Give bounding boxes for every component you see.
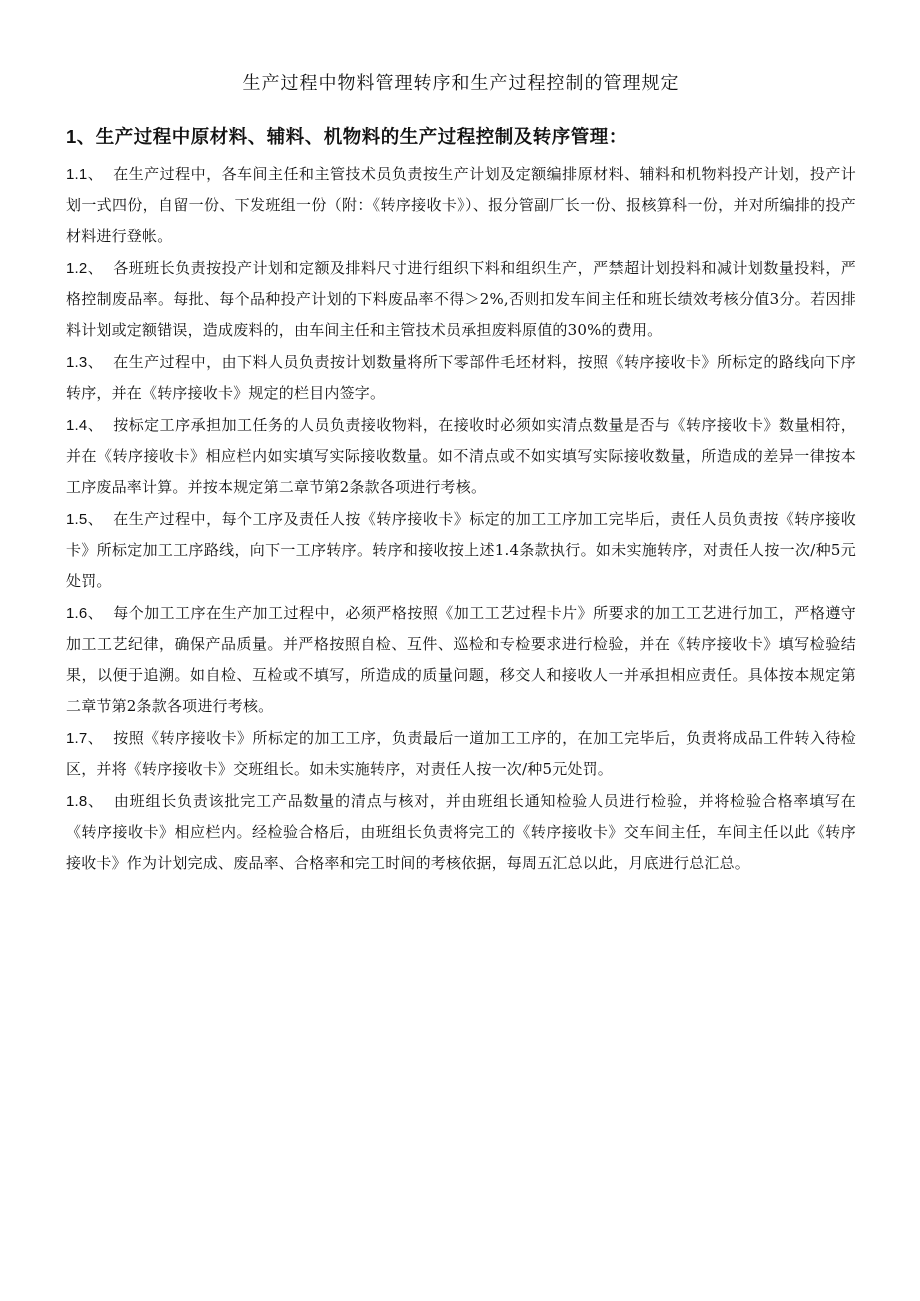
clause-1-4 xyxy=(66,410,856,503)
clause-text: 由班组长负责该批完工产品数量的清点与核对，并由班组长通知检验人员进行检验，并将检验合格率填写在《转序接收卡》相应栏内。经检验合格后，由班组长负责将完工的《转序接收卡》交车间主任，车间主任以此《转序接收卡》作为计划完成、废品率、合格率和完工时间的考核依据，每周五汇总以此，月底进行总汇总。 xyxy=(66,792,856,872)
clause-number: 1.7、 xyxy=(66,730,104,747)
clause-number: 1.3、 xyxy=(66,354,104,371)
clause-number: 1.1、 xyxy=(66,166,104,183)
clause-text: 每个加工工序在生产加工过程中，必须严格按照《加工工艺过程卡片》所要求的加工工艺进行加工，严格遵守加工工艺纪律，确保产品质量。并严格按照自检、互件、巡检和专检要求进行检验，并在《转序接收卡》填写检验结果，以便于追溯。如自检、互检或不填写，所造成的质量问题，移交人和接收人一并承担相应责任。具体按本规定第二章节第2条款各项进行考核。 xyxy=(66,604,856,715)
section-number: 1、 xyxy=(66,126,96,147)
clause-1-5 xyxy=(66,504,856,597)
clause-text: 按照《转序接收卡》所标定的加工工序，负责最后一道加工工序的，在加工完毕后，负责将成品工件转入待检区，并将《转序接收卡》交班组长。如未实施转序，对责任人按一次/种5元处罚。 xyxy=(66,729,856,778)
clause-text: 在生产过程中，由下料人员负责按计划数量将所下零部件毛坯材料，按照《转序接收卡》所标定的路线向下序转序，并在《转序接收卡》规定的栏目内签字。 xyxy=(66,353,856,402)
clause-1-6 xyxy=(66,598,856,722)
clause-text: 在生产过程中，各车间主任和主管技术员负责按生产计划及定额编排原材料、辅料和机物料投产计划，投产计划一式四份，自留一份、下发班组一份（附：《转序接收卡》）、报分管副厂长一份、报核算科一份，并对所编排的投产材料进行登帐。 xyxy=(66,165,856,245)
section-heading-text: 生产过程中原材料、辅料、机物料的生产过程控制及转序管理： xyxy=(95,127,628,148)
clause-text: 按标定工序承担加工任务的人员负责接收物料，在接收时必须如实清点数量是否与《转序接收卡》数量相符，并在《转序接收卡》相应栏内如实填写实际接收数量。如不清点或不如实填写实际接收数量，所造成的差异一律按本工序废品率计算。并按本规定第二章节第2条款各项进行考核。 xyxy=(66,416,856,496)
clause-1-3 xyxy=(66,347,856,409)
document-title: 生产过程中物料管理转序和生产过程控制的管理规定 xyxy=(242,73,680,94)
clause-number: 1.2、 xyxy=(66,260,104,277)
clause-1-1 xyxy=(66,159,856,252)
clause-text: 在生产过程中，每个工序及责任人按《转序接收卡》标定的加工工序加工完毕后，责任人员负责按《转序接收卡》所标定加工工序路线，向下一工序转序。转序和接收按上述1.4条款执行。如未实施转序，对责任人按一次/种5元处罚。 xyxy=(66,510,856,590)
section-heading xyxy=(66,122,856,153)
clause-1-7 xyxy=(66,723,856,785)
clause-text: 各班班长负责按投产计划和定额及排料尺寸进行组织下料和组织生产，严禁超计划投料和减计划数量投料，严格控制废品率。每批、每个品种投产计划的下料废品率不得＞2%,否则扣发车间主任和班长绩效考核分值3分。若因排料计划或定额错误，造成废料的，由车间主任和主管技术员承担废料原值的30%的费用。 xyxy=(66,259,856,339)
clause-1-2 xyxy=(66,253,856,346)
clause-number: 1.8、 xyxy=(66,793,104,810)
clause-1-8 xyxy=(66,786,856,879)
clause-number: 1.4、 xyxy=(66,417,104,434)
clause-number: 1.6、 xyxy=(66,605,104,622)
clause-number: 1.5、 xyxy=(66,511,104,528)
